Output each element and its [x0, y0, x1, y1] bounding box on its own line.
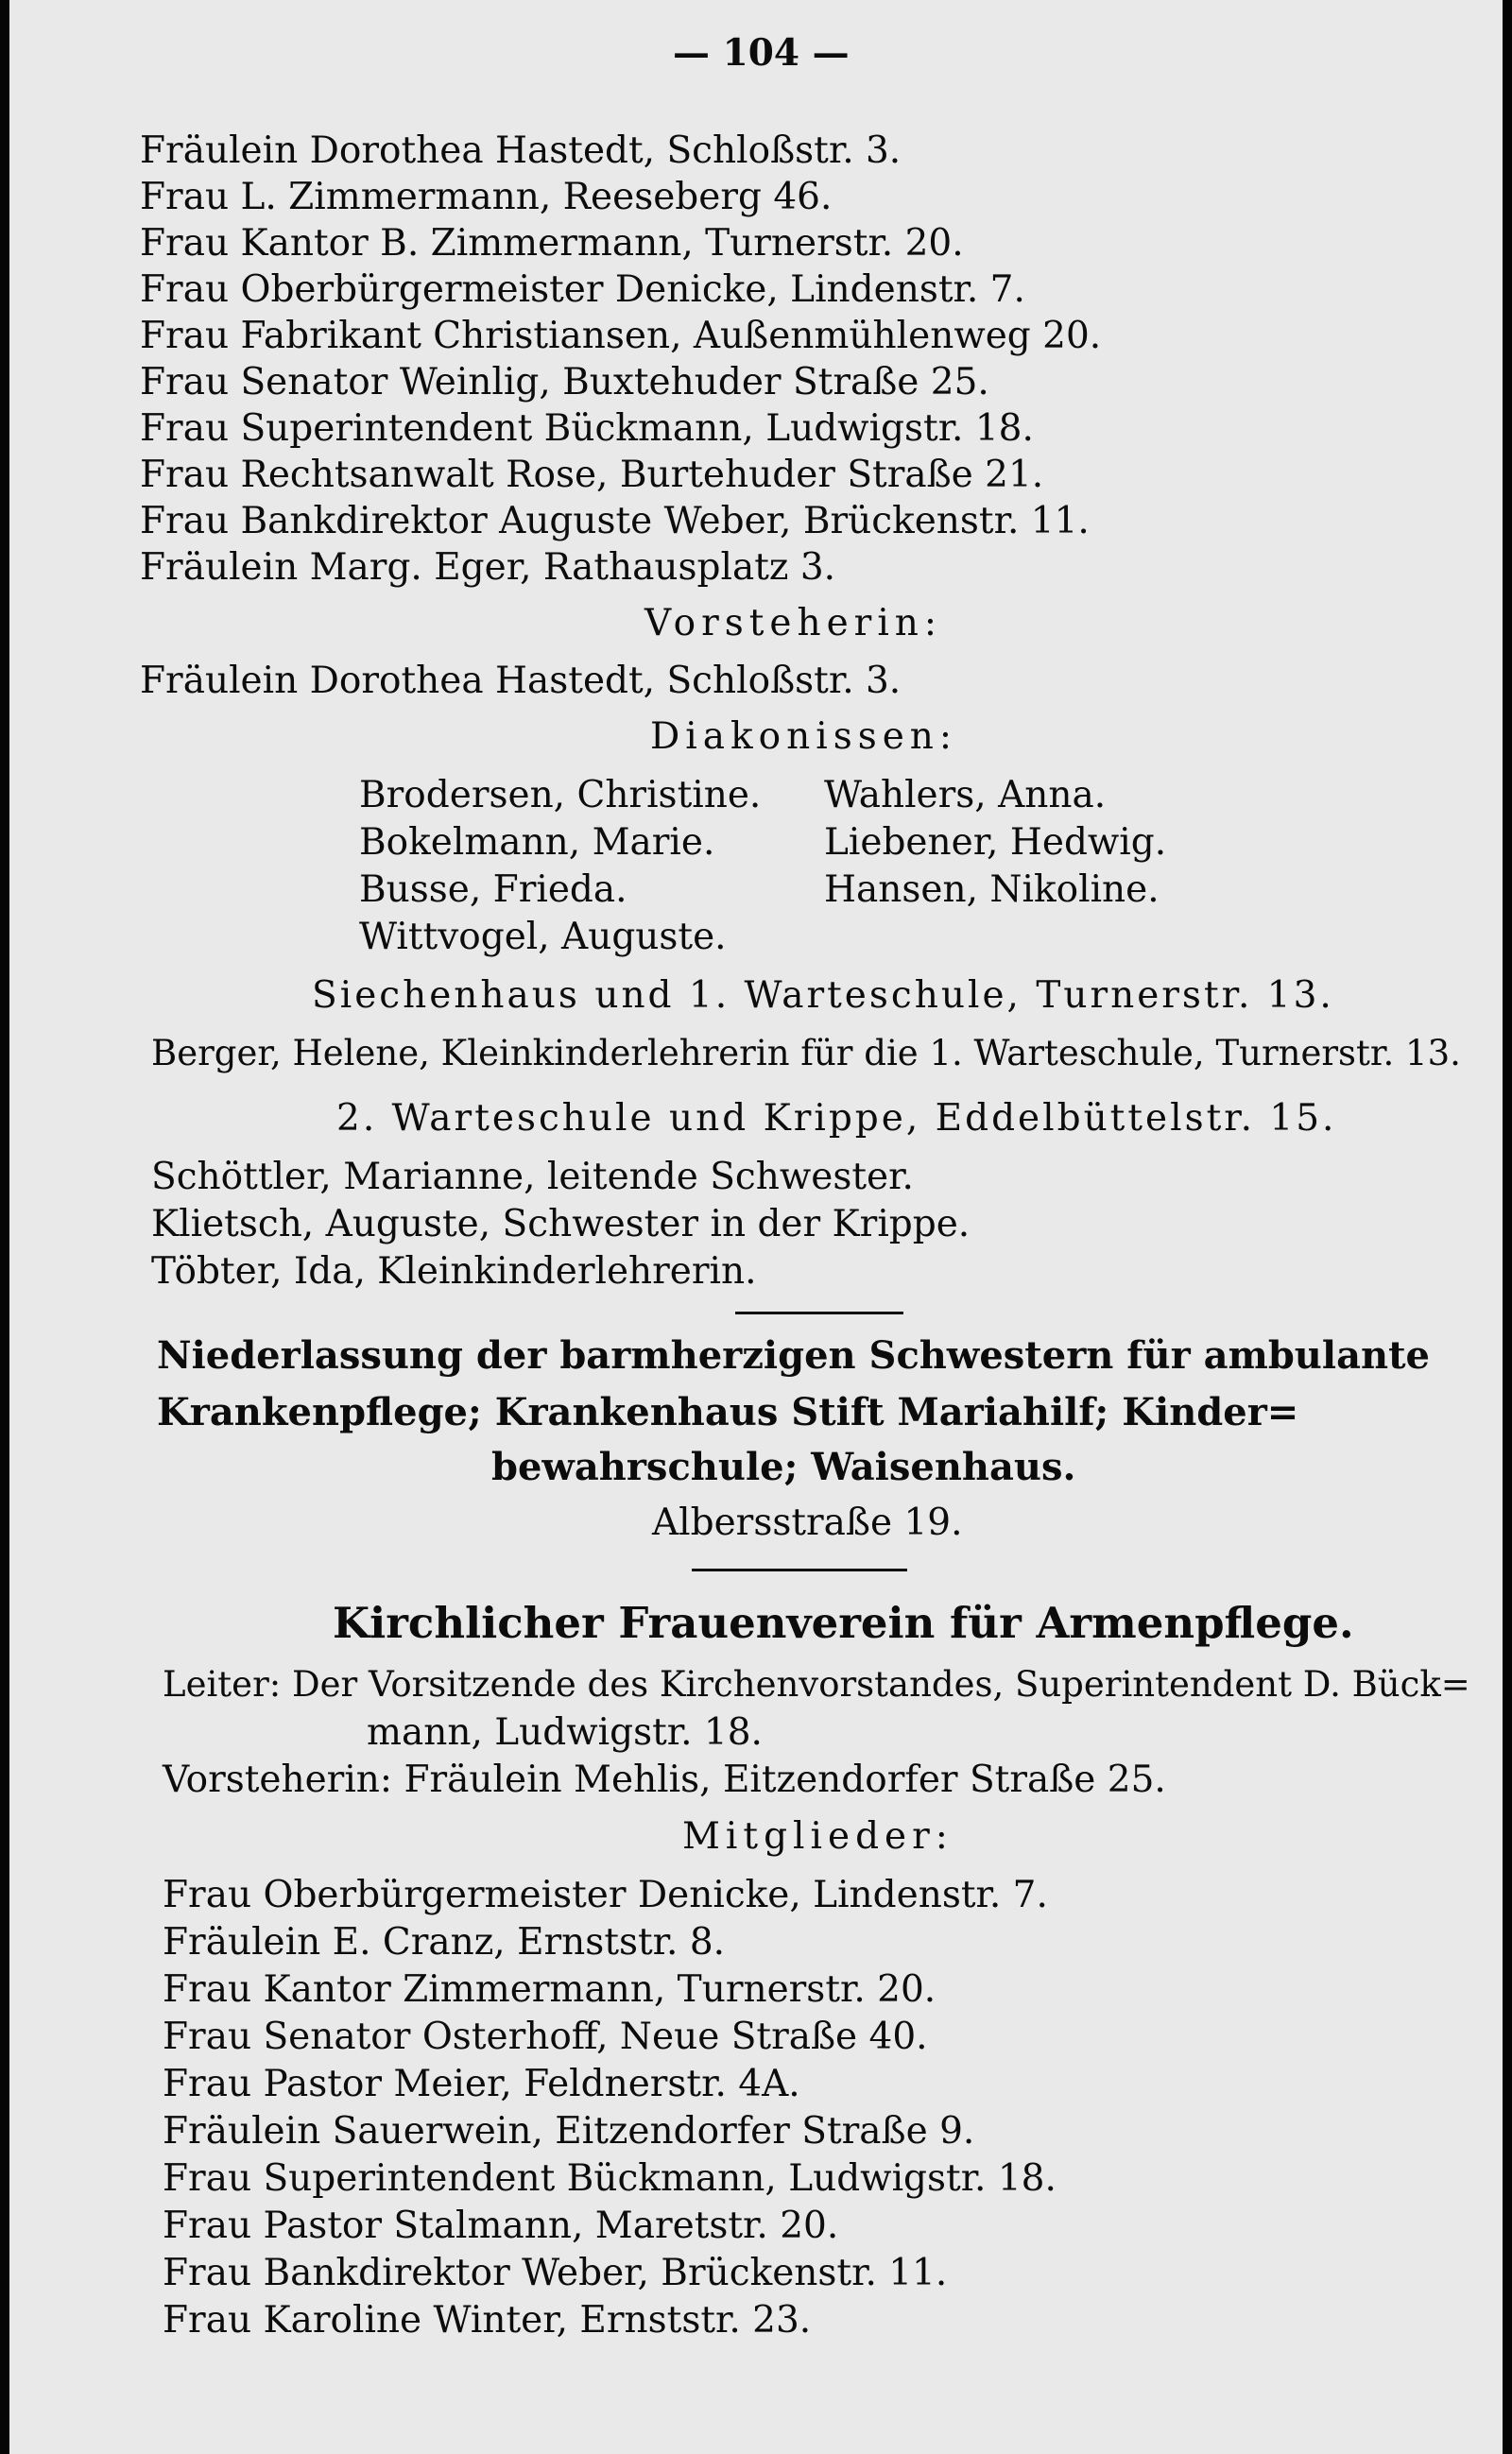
niederlassung-title-line2: Krankenpflege; Krankenhaus Stift Mariahilf; Kinder=: [157, 1390, 1299, 1434]
deaconess-name: Hansen, Nikoline.: [824, 868, 1160, 911]
member-line: Frau Senator Weinlig, Buxtehuder Straße 25.: [140, 361, 989, 403]
frauenverein-title: Kirchlicher Frauenverein für Armenpflege.: [333, 1598, 1354, 1648]
member-line: Frau Pastor Stalmann, Maretstr. 20.: [163, 2205, 839, 2247]
member-line: Frau Superintendent Bückmann, Ludwigstr. 18.: [140, 407, 1034, 450]
left-scan-edge: [0, 0, 9, 2454]
siechenhaus-heading: Siechenhaus und 1. Warteschule, Turnerstr. 13.: [312, 974, 1334, 1017]
warteschule2-heading: 2. Warteschule und Krippe, Eddelbüttelstr. 15.: [336, 1097, 1337, 1140]
member-line: Frau Kantor Zimmermann, Turnerstr. 20.: [163, 1968, 936, 2011]
deaconess-name: Wittvogel, Auguste.: [359, 916, 727, 958]
niederlassung-title-line3: bewahrschule; Waisenhaus.: [491, 1445, 1076, 1489]
member-line: Frau Pastor Meier, Feldnerstr. 4A.: [163, 2063, 800, 2105]
deaconess-name: Wahlers, Anna.: [824, 774, 1107, 816]
section-divider: [735, 1312, 903, 1314]
member-line: Frau Rechtsanwalt Rose, Burtehuder Straße 21.: [140, 454, 1044, 496]
member-line: Fräulein Sauerwein, Eitzendorfer Straße 9.: [163, 2110, 975, 2153]
staff-line: Schöttler, Marianne, leitende Schwester.: [151, 1156, 914, 1198]
berger-line: Berger, Helene, Kleinkinderlehrerin für die 1. Warteschule, Turnerstr. 13.: [151, 1033, 1461, 1073]
member-line: Frau Oberbürgermeister Denicke, Lindenstr. 7.: [163, 1874, 1048, 1916]
vorsteherin-name: Fräulein Dorothea Hastedt, Schloßstr. 3.: [140, 660, 902, 702]
deaconess-name: Brodersen, Christine.: [359, 774, 762, 816]
section-divider: [692, 1569, 907, 1571]
staff-line: Töbter, Ida, Kleinkinderlehrerin.: [151, 1250, 757, 1293]
member-line: Frau Bankdirektor Auguste Weber, Brückenstr. 11.: [140, 500, 1090, 542]
member-line: Frau Bankdirektor Weber, Brückenstr. 11.: [163, 2252, 948, 2294]
deaconess-name: Liebener, Hedwig.: [824, 821, 1167, 864]
right-scan-edge: [1503, 0, 1512, 2454]
member-line: Frau L. Zimmermann, Reeseberg 46.: [140, 176, 833, 218]
member-line: Frau Kantor B. Zimmermann, Turnerstr. 20.: [140, 222, 964, 265]
leiter-line: Leiter: Der Vorsitzende des Kirchenvorstandes, Superintendent D. Bück=: [163, 1664, 1470, 1705]
deaconess-name: Busse, Frieda.: [359, 868, 627, 911]
member-line: Fräulein Dorothea Hastedt, Schloßstr. 3.: [140, 129, 902, 172]
niederlassung-address: Albersstraße 19.: [652, 1502, 963, 1544]
leiter-line-continued: mann, Ludwigstr. 18.: [367, 1711, 763, 1754]
staff-line: Klietsch, Auguste, Schwester in der Krippe.: [151, 1203, 971, 1245]
page-number: — 104 —: [673, 31, 850, 75]
member-line: Frau Fabrikant Christiansen, Außenmühlenweg 20.: [140, 315, 1102, 357]
member-line: Frau Oberbürgermeister Denicke, Lindenstr. 7.: [140, 268, 1025, 311]
member-line: Frau Superintendent Bückmann, Ludwigstr. 18.: [163, 2157, 1057, 2200]
mitglieder-heading: Mitglieder:: [682, 1815, 954, 1858]
deaconess-name: Bokelmann, Marie.: [359, 821, 715, 864]
member-line: Frau Senator Osterhoff, Neue Straße 40.: [163, 2016, 928, 2058]
member-line: Fräulein E. Cranz, Ernststr. 8.: [163, 1921, 726, 1964]
member-line: Frau Karoline Winter, Ernststr. 23.: [163, 2299, 812, 2342]
vorsteherin-heading: Vorsteherin:: [644, 602, 943, 644]
niederlassung-title-line1: Niederlassung der barmherzigen Schwestern für ambulante: [157, 1333, 1430, 1378]
vorsteherin-line: Vorsteherin: Fräulein Mehlis, Eitzendorfer Straße 25.: [163, 1759, 1166, 1801]
diakonissen-heading: Diakonissen:: [650, 715, 958, 758]
member-line: Fräulein Marg. Eger, Rathausplatz 3.: [140, 546, 836, 589]
